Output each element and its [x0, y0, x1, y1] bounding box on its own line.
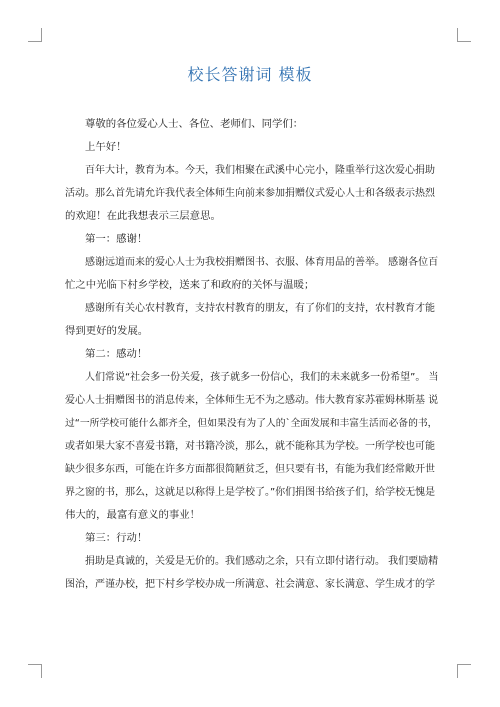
body-line: 捐助是真诚的，关爱是无价的。我们感动之余，只有立即付诸行动。 我们要励精: [85, 556, 439, 567]
body-line: 第一：感谢！: [85, 233, 148, 245]
body-line: 感谢所有关心农村教育，支持农村教育的朋友，有了你们的支持，农村教育才能: [85, 303, 435, 314]
body-line: 感谢远道而来的爱心人士为我校捐赠图书、衣服、体育用品的善举。 感谢各位百: [85, 257, 439, 268]
body-line: 忙之中光临下村乡学校，送来了和政府的关怀与温暖；: [65, 279, 315, 291]
body-line: 第二：感动！: [85, 348, 148, 360]
body-line: 过“一所学校可能什么都齐全，但如果没有为了人的`全面发展和丰富生活而必备的书，: [65, 418, 438, 429]
document-body: [65, 113, 440, 596]
body-line: 人们常说“社会多一份关爱，孩子就多一份信心，我们的未来就多一份希望”。 当: [85, 372, 439, 383]
body-line: 活动。那么首先请允许我代表全体师生向前来参加捐赠仪式爱心人士和各级表示热烈: [65, 188, 435, 199]
body-line: 的欢迎！在此我想表示三层意思。: [65, 210, 221, 222]
body-line: 百年大计，教育为本。今天，我们相聚在武溪中心完小，隆重举行这次爱心捐助: [85, 165, 435, 176]
document-title: 校长答谢词 模板: [187, 65, 313, 84]
body-line: 爱心人士捐赠图书的消息传来，全体师生无不为之感动。伟大教育家苏霍姆林斯基 说: [65, 395, 439, 406]
body-line: 图治，严谨办校，把下村乡学校办成一所满意、社会满意、家长满意、学生成才的学: [65, 579, 435, 590]
body-line: 或者如果大家不喜爱书籍，对书籍冷淡，那么，就不能称其为学校。一所学校也可能: [65, 441, 435, 452]
body-line: 得到更好的发展。: [65, 325, 149, 337]
body-line: 上午好！: [85, 141, 127, 153]
body-line: 缺少很多东西，可能在许多方面都很简陋贫乏，但只要有书，有能为我们经常敞开世: [65, 464, 435, 475]
body-line: 界之窗的书，那么，这就足以称得上是学校了。”你们捐图书给孩子们，给学校无愧是: [65, 487, 436, 498]
body-line: 伟大的，最富有意义的事业！: [65, 509, 201, 521]
body-line: 尊敬的各位爱心人士、各位、老师们、同学们：: [85, 118, 304, 130]
body-line: 第三：行动！: [85, 532, 148, 544]
